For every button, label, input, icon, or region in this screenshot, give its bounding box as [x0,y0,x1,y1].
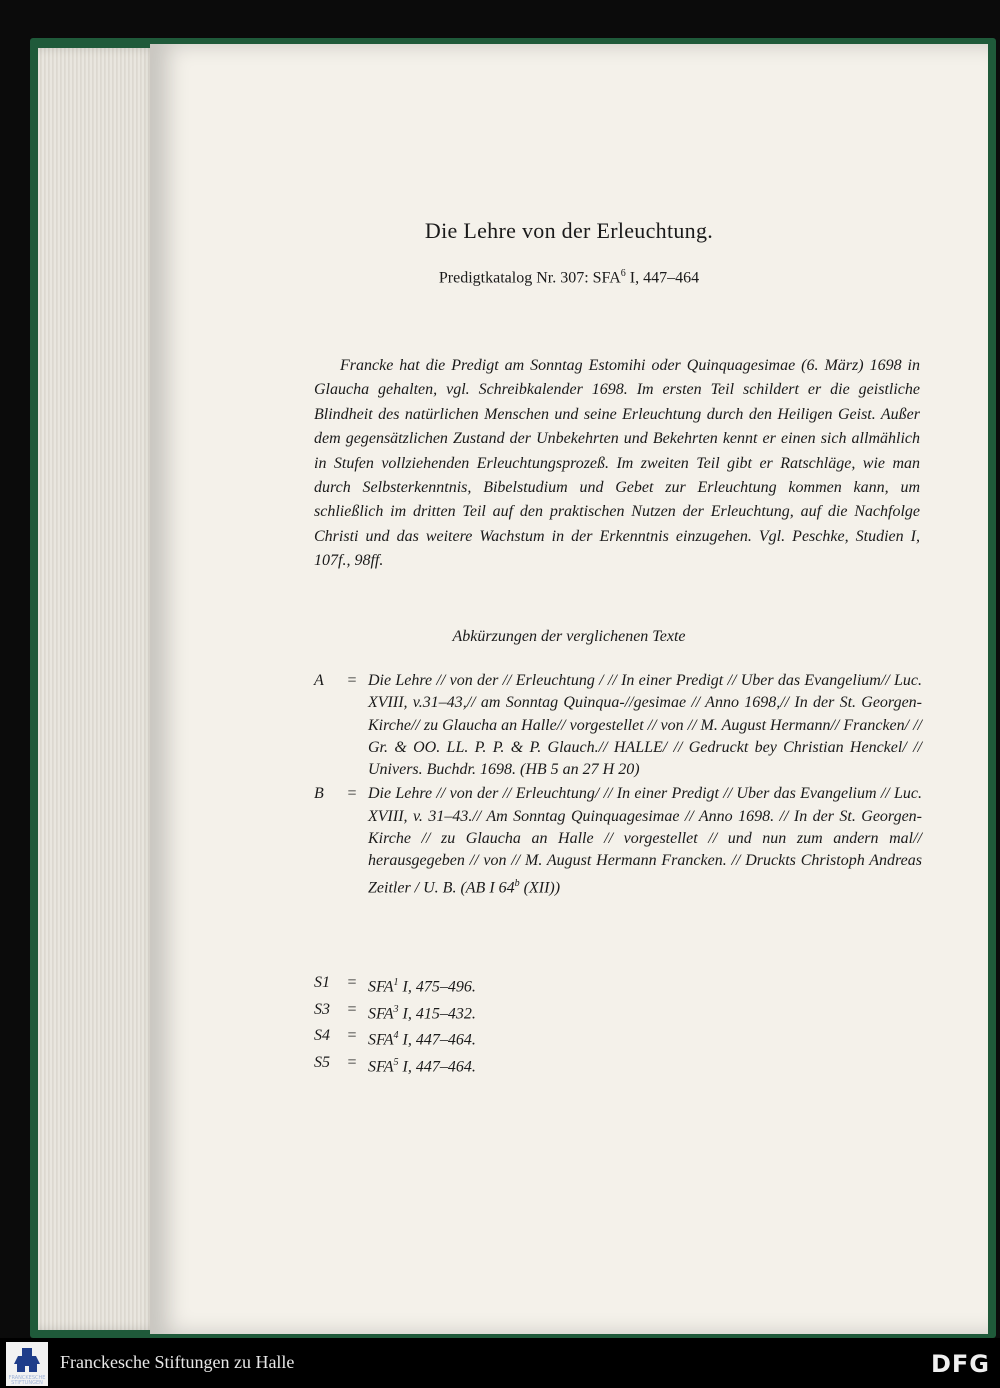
logo-label: FRANCKESCHE STIFTUNGEN [8,1375,46,1386]
siglum-sup: 1 [393,977,399,988]
siglum-row [314,972,476,999]
siglum-sup: 4 [393,1030,399,1042]
siglum-row [314,1052,476,1079]
siglum-row [314,1025,476,1052]
abstract-paragraph: Francke hat die Predigt am Sonntag Estomihi oder Quinquagesimae (6. März) 1698 in Glaucha gehalten, vgl. Schreibkalender 1698. Im ersten Teil schildert er die geistliche Blindheit des natürlichen Menschen und seine Erleuchtung durch den Heiligen Geist. Außer dem gegensätzlichen Zustand der Unbekehrten und Bekehrten kennt er einen sich allmählich in Stufen vollziehenden Erleuchtungsprozeß. Im zweiten Teil gibt er Ratschläge, wie man durch Selbsterkenntnis, Bibelstudium und Gebet zur Erleuchtung kommen kann, um schließlich im dritten Teil auf den praktischen Nutzen der Erleuchtung, auf die Nachfolge Christi und das weitere Wachstum in der Erkenntnis einzugehen. Vgl. Peschke, Studien I, 107f., 98ff. [314,357,920,570]
page-edges [38,48,158,1330]
entry-key: B [314,785,324,803]
siglum-value [368,1025,476,1052]
siglum-row [314,999,476,1026]
siglum-key: S5 [314,1054,330,1072]
page-subtitle [150,268,988,287]
siglum-post: I, 447–464. [398,1031,476,1049]
siglum-key: S3 [314,1000,330,1018]
entry-text [368,783,922,899]
institution-name: Franckesche Stiftungen zu Halle [60,1352,295,1372]
page-title: Die Lehre von der Erleuchtung. [424,218,714,243]
entry-text: Die Lehre // von der // Erleuchtung / // In einer Predigt // Uber das Evangelium// Luc. XVIII, v.31–43,// am Sonntag Quinqua-//gesimae // Anno 1698,// In der St. Georgen-Kirche// zu Glaucha an Halle// vorgestellet // von // M. August Hermann// Francken/ // Gr. & OO. LL. P. P. & P. Glauch.// HALLE/ // Gedruckt bey Christian Henckel/ // Univers. Buchdr. 1698. (HB 5 an 27 H 20) [368,672,922,779]
abbreviation-entry-a [314,670,922,781]
siglum-pre: SFA [368,1058,394,1076]
siglum-key: S4 [314,1027,330,1045]
dfg-logo: DFG [930,1350,990,1378]
subtitle-prefix: Predigtkatalog Nr. 307: SFA [438,269,621,287]
siglum-value [368,999,476,1026]
siglum-value [368,972,476,999]
abbreviation-entry-b [314,783,922,899]
entry-tail: (XII)) [519,879,561,896]
siglum-pre: SFA [368,978,394,996]
siglum-post: I, 475–496. [398,978,476,996]
entry-equals: = [347,672,357,689]
siglum-post: I, 415–432. [398,1005,476,1023]
entry-equals: = [347,785,357,803]
entry-sup: b [514,877,520,889]
abbreviation-list [314,670,922,899]
siglum-equals: = [347,1000,357,1018]
siglum-value [368,1052,476,1079]
sigla-list [314,972,476,1079]
subtitle-sup: 6 [620,268,626,279]
abbreviations-heading: Abkürzungen der verglichenen Texte [452,628,686,645]
siglum-equals: = [347,1027,357,1045]
siglum-sup: 3 [393,1003,399,1015]
siglum-equals: = [347,1054,357,1072]
subtitle-suffix: I, 447–464 [625,269,700,287]
siglum-key: S1 [314,974,330,991]
siglum-pre: SFA [368,1031,394,1049]
siglum-pre: SFA [368,1005,394,1023]
entry-body: Die Lehre // von der // Erleuchtung/ // In einer Predigt // Uber das Evangelium // Luc. XVIII, v. 31–43.// Am Sonntag Quinquagesimae // Anno 1698. // In der St. Georgen-Kirche // zu Glaucha an Halle // vorgestellet // und nun zum andern mal// herausgegeben // von // M. August Hermann Francken. // Druckts Christoph Andreas Zeitler / U. B. (AB I 64 [368,785,922,896]
entry-key: A [314,672,324,689]
siglum-post: I, 447–464. [398,1058,476,1076]
siglum-sup: 5 [393,1057,399,1069]
siglum-equals: = [347,974,357,991]
